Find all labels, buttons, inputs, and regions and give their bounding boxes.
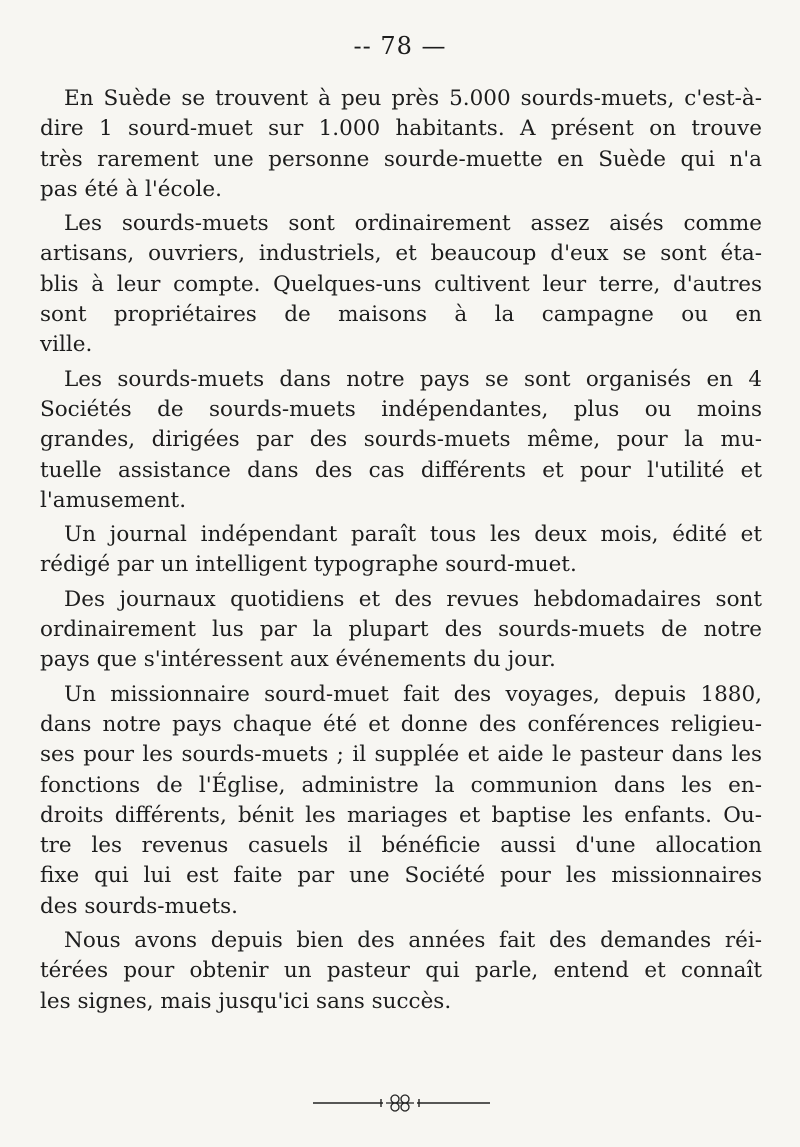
text-line: tre les revenus casuels il bénéficie aussi d'une allocation [40,833,762,859]
text-line: l'amusement. [40,487,187,513]
text-line: Sociétés de sourds-muets indépendantes, plus ou moins [40,396,762,422]
text-line: des sourds-muets. [40,893,238,919]
text-line: fixe qui lui est faite par une Société pour les missionnaires [40,863,762,889]
paragraph [40,209,762,360]
paragraph [40,926,762,1017]
fleuron-divider-icon [0,1088,800,1118]
text-line: ses pour les sourds-muets ; il supplée et aide le pasteur dans les [40,742,762,768]
text-line: fonctions de l'Église, administre la communion dans les en- [40,772,762,798]
paragraph [40,520,762,581]
text-line: pays que s'intéressent aux événements du jour. [40,647,556,673]
text-line: dire 1 sourd-muet sur 1.000 habitants. A présent on trouve [40,116,762,142]
text-line: très rarement une personne sourde-muette en Suède qui n'a [40,146,762,172]
text-line: rédigé par un intelligent typographe sourd-muet. [40,552,577,578]
text-line: Un journal indépendant paraît tous les deux mois, édité et [64,522,762,548]
paragraph [40,365,762,516]
text-line: ordinairement lus par la plupart des sourds-muets de notre [40,617,762,643]
page-number: -- 78 — [353,32,447,60]
body-text [40,84,762,1021]
text-line: Les sourds-muets sont ordinairement assez aisés comme [64,211,762,237]
text-line: Les sourds-muets dans notre pays se sont organisés en 4 [64,366,762,392]
text-line: blis à leur compte. Quelques-uns cultivent leur terre, d'autres [40,271,762,297]
text-line: sont propriétaires de maisons à la campagne ou en [40,302,762,328]
text-line: artisans, ouvriers, industriels, et beaucoup d'eux se sont éta- [40,241,762,267]
text-line: En Suède se trouvent à peu près 5.000 sourds-muets, c'est-à- [64,86,762,111]
text-line: Des journaux quotidiens et des revues hebdomadaires sont [64,586,762,612]
paragraph [40,680,762,922]
text-line: térées pour obtenir un pasteur qui parle, entend et connaît [40,958,762,984]
text-line: Un missionnaire sourd-muet fait des voyages, depuis 1880, [64,681,762,707]
text-line: grandes, dirigées par des sourds-muets même, pour la mu- [40,427,762,453]
paragraph [40,585,762,676]
text-line: les signes, mais jusqu'ici sans succès. [40,988,452,1014]
text-line: tuelle assistance dans des cas différents et pour l'utilité et [40,457,762,483]
text-line: droits différents, bénit les mariages et baptise les enfants. Ou- [40,802,762,828]
text-line: dans notre pays chaque été et donne des conférences religieu- [40,711,762,737]
text-line: ville. [40,332,93,358]
text-line: pas été à l'école. [40,176,222,202]
paragraph [40,84,762,205]
text-line: Nous avons depuis bien des années fait des demandes réi- [64,928,762,954]
